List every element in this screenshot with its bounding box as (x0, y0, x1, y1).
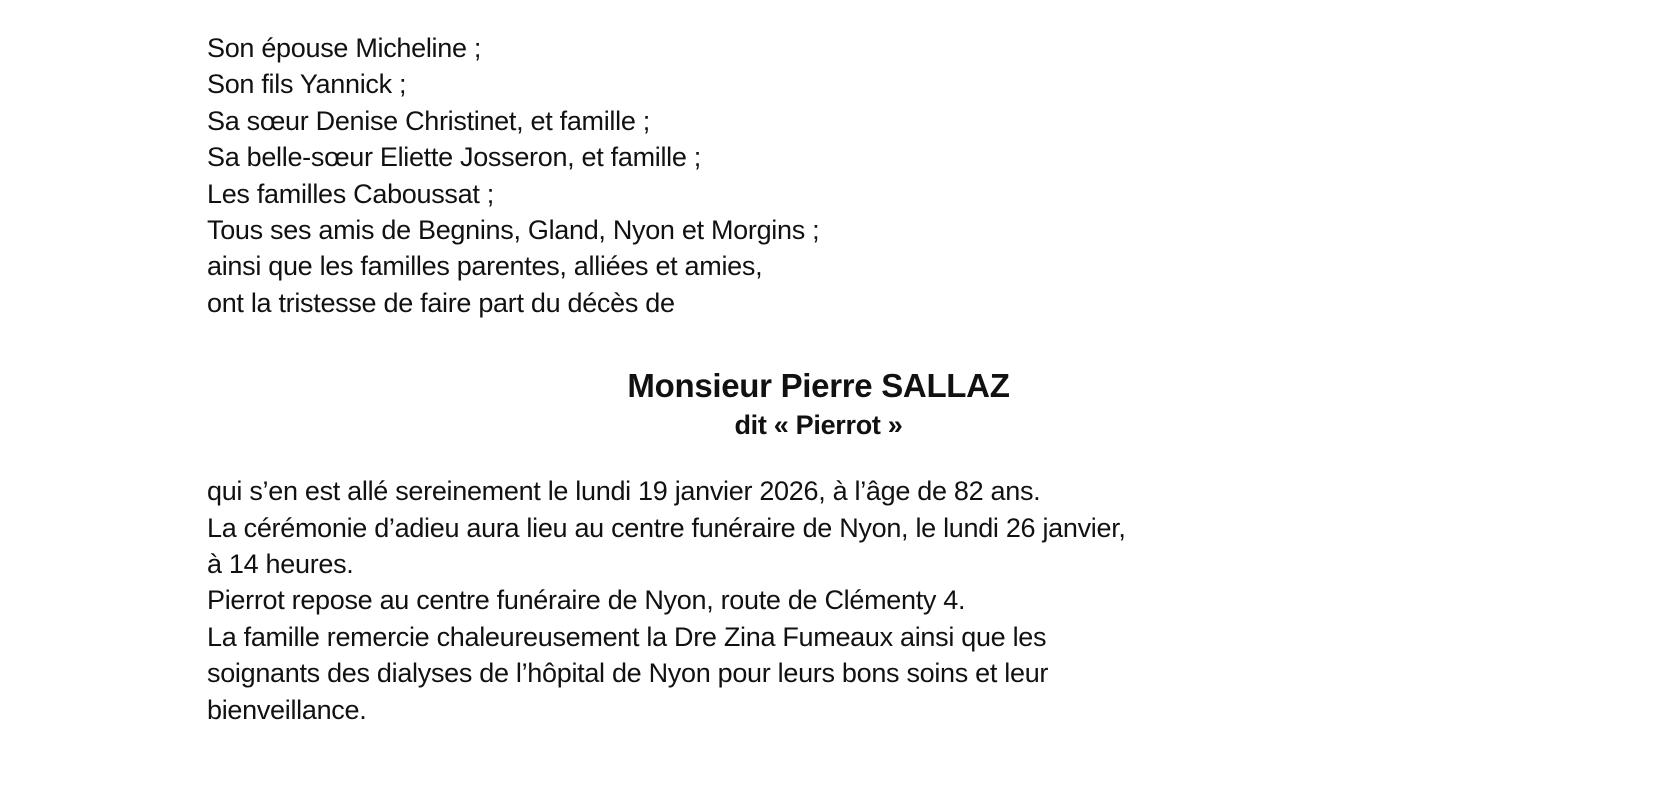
body-line: La famille remercie chaleureusement la Dre Zina Fumeaux ainsi que les (207, 621, 1047, 652)
body-line: à 14 heures. (207, 549, 354, 580)
intro-line: Tous ses amis de Begnins, Gland, Nyon et Morgins ; (207, 215, 820, 246)
body-line: Pierrot repose au centre funéraire de Nyon, route de Clémenty 4. (207, 585, 966, 616)
body-line: La cérémonie d’adieu aura lieu au centre funéraire de Nyon, le lundi 26 janvier, (207, 512, 1126, 543)
intro-line: Sa sœur Denise Christinet, et famille ; (207, 105, 650, 136)
deceased-nickname: dit « Pierrot » (734, 410, 903, 441)
body-line: soignants des dialyses de l’hôpital de Nyon pour leurs bons soins et leur (207, 658, 1049, 689)
body-line: qui s’en est allé sereinement le lundi 19 janvier 2026, à l’âge de 82 ans. (207, 476, 1041, 507)
deceased-name: Monsieur Pierre SALLAZ (627, 367, 1010, 405)
intro-line: Son épouse Micheline ; (207, 33, 482, 63)
intro-line: Sa belle-sœur Eliette Josseron, et famille ; (207, 142, 701, 173)
intro-line: Son fils Yannick ; (207, 69, 407, 100)
intro-line: ainsi que les familles parentes, alliées et amies, (207, 251, 763, 282)
deceased-name-block (207, 365, 1430, 443)
announcement-body (207, 473, 1430, 728)
relatives-list (207, 30, 1430, 321)
document-content (207, 30, 1430, 728)
body-line: bienveillance. (207, 694, 367, 725)
intro-line: Les familles Caboussat ; (207, 178, 494, 209)
intro-line: ont la tristesse de faire part du décès de (207, 287, 675, 318)
